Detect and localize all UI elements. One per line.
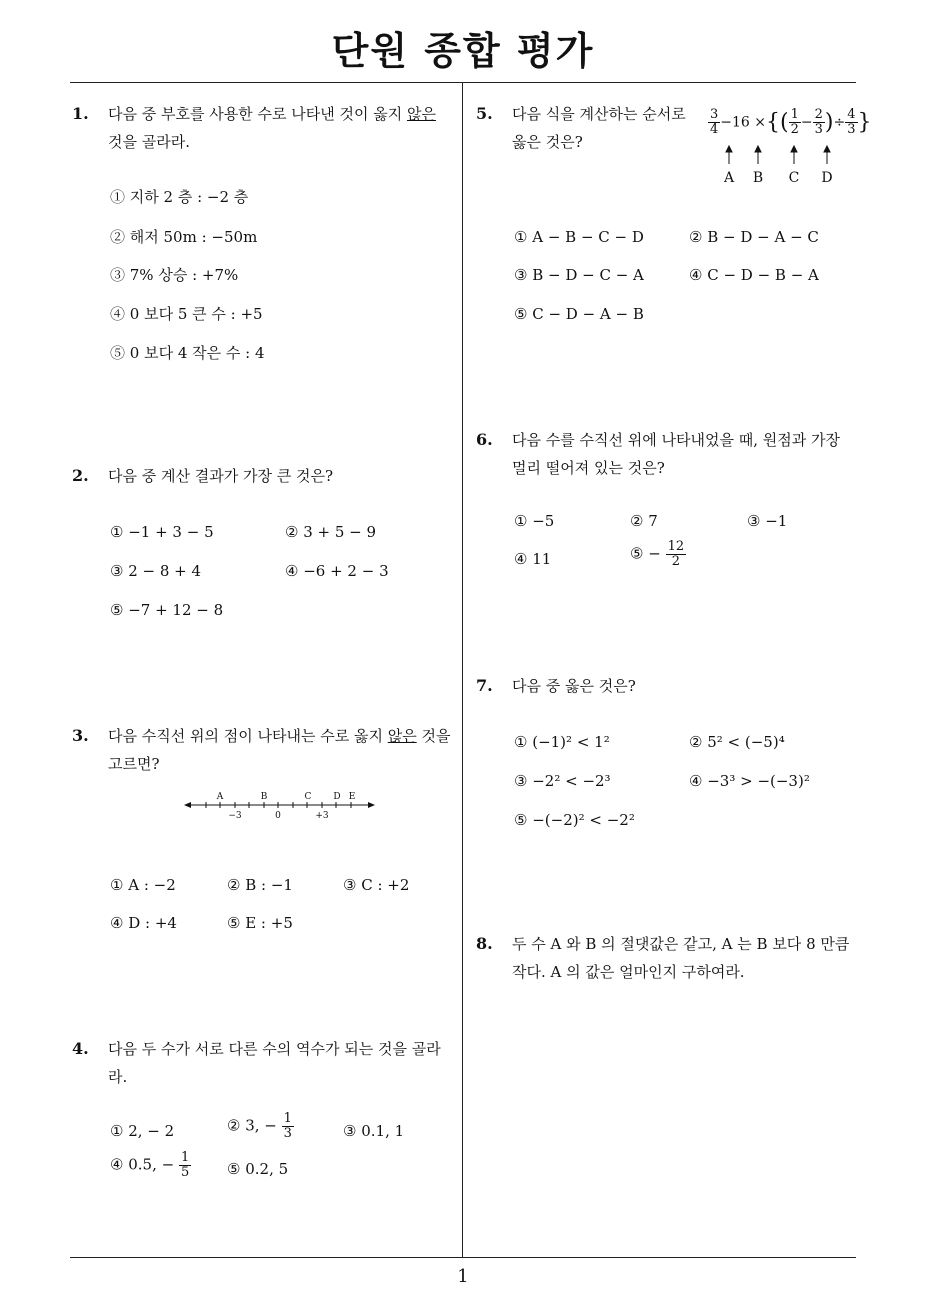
header-rule: [70, 82, 856, 83]
option-4: ④ C − D − B − A: [689, 266, 819, 284]
question-number: 4.: [72, 1039, 89, 1058]
option-2: ② B : −1: [227, 876, 293, 894]
question-number: 6.: [476, 430, 493, 449]
option-4: ④ 11: [514, 550, 552, 568]
option-3: ③ C : +2: [343, 876, 410, 894]
fraction: $\frac{1}{5}$: [180, 1150, 190, 1180]
question-text: 다음 중 부호를 사용한 수로 나타낸 것이 옳지 않은 것을 골라라.: [108, 105, 436, 151]
option-3: ③ −1: [747, 512, 788, 530]
option-2: ② 5² < (−5)⁴: [689, 733, 785, 751]
option-2: ② 7: [630, 512, 658, 530]
point-label-a: A: [216, 792, 224, 802]
question-text: 두 수 A 와 B 의 절댓값은 같고, A 는 B 보다 8 만큼 작다. A 의 값은 얼마인지 구하여라.: [512, 935, 850, 981]
option-2: ② B − D − A − C: [689, 228, 819, 246]
option-4: ④ −3³ > −(−3)²: [689, 772, 810, 790]
option-4: ④ 0 보다 5 큰 수 : +5: [110, 305, 263, 323]
fraction: $\frac{12}{2}$: [667, 539, 685, 569]
question-number: 8.: [476, 934, 493, 953]
tick-label: 0: [275, 811, 281, 821]
label-a: A: [723, 170, 735, 186]
question-text: 다음 중 계산 결과가 가장 큰 것은?: [108, 467, 334, 485]
option-4: ④ 0.5, − $\frac{1}{5}$: [110, 1150, 190, 1180]
option-2: ② 3 + 5 − 9: [285, 523, 377, 541]
page-title: 단원 종합 평가: [331, 29, 595, 73]
option-3: ③ 0.1, 1: [343, 1122, 405, 1140]
question-text: 다음 두 수가 서로 다른 수의 역수가 되는 것을 골라 라.: [108, 1040, 441, 1086]
point-label-e: E: [348, 792, 356, 802]
label-b: B: [752, 170, 764, 186]
option-5: ⑤ −(−2)² < −2²: [514, 811, 635, 829]
option-1: ① A : −2: [110, 876, 176, 894]
option-5: ⑤ 0 보다 4 작은 수 : 4: [110, 344, 265, 362]
option-4: ④ −6 + 2 − 3: [285, 562, 389, 580]
question-number: 3.: [72, 726, 89, 745]
number-line: [182, 788, 377, 822]
question-text: 다음 식을 계산하는 순서로 옳은 것은?: [512, 105, 686, 151]
question-2: [72, 462, 457, 492]
option-1: ① 2, − 2: [110, 1122, 175, 1140]
footer-rule: [70, 1257, 856, 1258]
question-7: [476, 672, 861, 702]
question-number: 2.: [72, 466, 89, 485]
page-number: 1: [457, 1266, 469, 1287]
point-label-d: D: [333, 792, 341, 802]
label-d: D: [821, 170, 833, 186]
option-5: ⑤ E : +5: [227, 914, 293, 932]
option-4: ④ D : +4: [110, 914, 177, 932]
option-1: ① −1 + 3 − 5: [110, 523, 214, 541]
question-number: 5.: [476, 104, 493, 123]
question-3: [72, 722, 457, 782]
fraction: $\frac{1}{3}$: [283, 1111, 292, 1141]
order-arrows: [715, 144, 845, 186]
question-1: [72, 100, 457, 160]
point-label-b: B: [260, 792, 268, 802]
question-4: [72, 1035, 457, 1095]
option-5: ⑤ − $\frac{12}{2}$: [630, 539, 685, 569]
question-8: [476, 930, 861, 990]
option-3: ③ −2² < −2³: [514, 772, 611, 790]
option-3: ③ 7% 상승 : +7%: [110, 266, 239, 284]
option-5: ⑤ 0.2, 5: [227, 1160, 289, 1178]
option-1: ① −5: [514, 512, 555, 530]
question-number: 7.: [476, 676, 493, 695]
option-2: ② 3, − $\frac{1}{3}$: [227, 1111, 292, 1141]
question-text: 다음 중 옳은 것은?: [512, 677, 636, 695]
option-3: ③ B − D − C − A: [514, 266, 644, 284]
tick-label: −3: [228, 811, 242, 821]
point-label-c: C: [304, 792, 312, 802]
option-5: ⑤ −7 + 12 − 8: [110, 601, 224, 619]
question-text: 다음 수직선 위의 점이 나타내는 수로 옳지 않은 것을 고르면?: [108, 727, 451, 773]
column-divider: [462, 83, 463, 1257]
question-number: 1.: [72, 104, 89, 123]
option-3: ③ 2 − 8 + 4: [110, 562, 202, 580]
option-5: ⑤ C − D − A − B: [514, 305, 644, 323]
label-c: C: [788, 170, 800, 186]
question-5: [476, 100, 706, 160]
question-text: 다음 수를 수직선 위에 나타내었을 때, 원점과 가장 멀리 떨어져 있는 것은?: [512, 431, 840, 477]
tick-label: +3: [315, 811, 329, 821]
expression: $\frac{3}{4}$ −16 ×{( $\frac{1}{2}$ − $\frac{2}{3}$ )÷ $\frac{4}{3}$ }: [710, 107, 872, 137]
option-1: ① 지하 2 층 : −2 층: [110, 188, 249, 206]
option-1: ① A − B − C − D: [514, 228, 644, 246]
question-6: [476, 426, 861, 486]
option-2: ② 해저 50m : −50m: [110, 228, 258, 246]
option-1: ① (−1)² < 1²: [514, 733, 610, 751]
